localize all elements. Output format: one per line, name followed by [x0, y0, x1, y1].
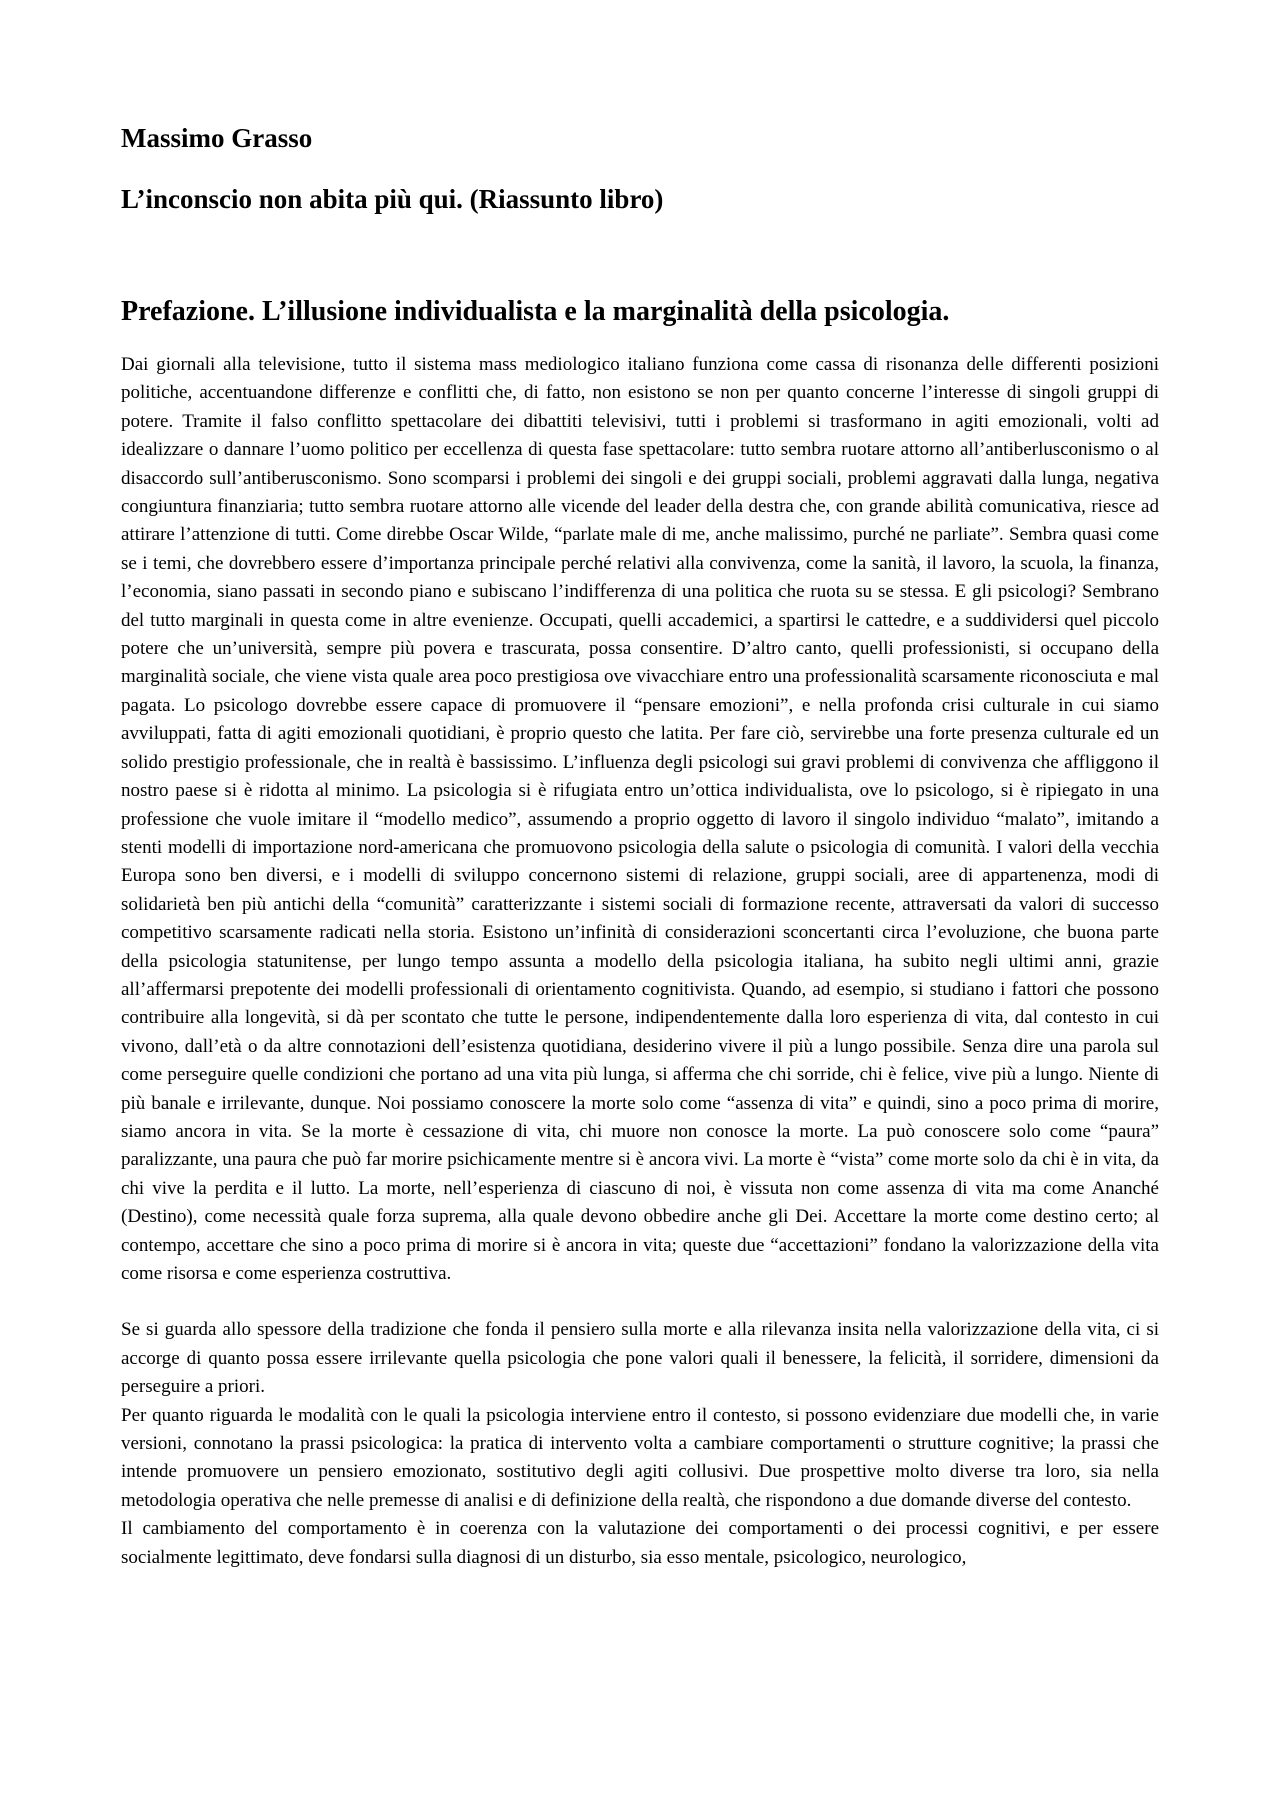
paragraph: Se si guarda allo spessore della tradizione che fonda il pensiero sulla morte e alla rilevanza insita nella valorizzazione della vita, ci si accorge di quanto possa essere irrilevante quella psicologia che pone valori quali il benessere, la felicità, il sorridere, dimensioni da perseguire a priori. [121, 1319, 1159, 1398]
body-text [121, 351, 1159, 1572]
book-title: L’inconscio non abita più qui. (Riassunto libro) [121, 184, 664, 214]
author-name: Massimo Grasso [121, 123, 313, 153]
paragraph: Il cambiamento del comportamento è in coerenza con la valutazione dei comportamenti o dei processi cognitivi, e per essere socialmente legittimato, deve fondarsi sulla diagnosi di un disturbo, sia esso mentale, psicologico, neurologico, [121, 1518, 1159, 1568]
paragraph: Dai giornali alla televisione, tutto il sistema mass mediologico italiano funziona come cassa di risonanza delle differenti posizioni politiche, accentuandone differenze e conflitti che, di fatto, non esistono se non per quanto concerne l’interesse di singoli gruppi di potere. Tramite il falso conflitto spettacolare dei dibattiti televisivi, tutti i problemi si trasformano in agiti emozionali, volti ad idealizzare o dannare l’uomo politico per eccellenza di questa fase spettacolare: tutto sembra ruotare attorno all’antiberlusconismo o al disaccordo sull’antiberusconismo. Sono scomparsi i problemi dei singoli e dei gruppi sociali, problemi aggravati dalla lunga, negativa congiuntura finanziaria; tutto sembra ruotare attorno alle vicende del leader della destra che, con grande abilità comunicativa, riesce ad attirare l’attenzione di tutti. Come direbbe Oscar Wilde, “parlate male di me, anche malissimo, purché ne parliate”. Sembra quasi come se i temi, che dovrebbero essere d’importanza principale perché relativi alla convivenza, come la sanità, il lavoro, la scuola, la finanza, l’economia, siano passati in secondo piano e subiscano l’indifferenza di una politica che ruota su se stessa. E gli psicologi? Sembrano del tutto marginali in questa come in altre evenienze. Occupati, quelli accademici, a spartirsi le cattedre, e a suddividersi quel piccolo potere che un’università, sempre più povera e trascurata, possa consentire. D’altro canto, quelli professionisti, si occupano della marginalità sociale, che viene vista quale area poco prestigiosa ove vivacchiare entro una professionalità scarsamente riconosciuta e mal pagata. Lo psicologo dovrebbe essere capace di promuovere il “pensare emozioni”, e nella profonda crisi culturale in cui siamo avviluppati, fatta di agiti emozionali quotidiani, è proprio questo che latita. Per fare ciò, servirebbe una forte presenza culturale ed un solido prestigio professionale, che in realtà è bassissimo. L’influenza degli psicologi sui gravi problemi di convivenza che affliggono il nostro paese si è ridotta al minimo. La psicologia si è rifugiata entro un’ottica individualista, ove lo psicologo, si è ripiegato in una professione che vuole imitare il “modello medico”, assumendo a proprio oggetto di lavoro il singolo individuo “malato”, imitando a stenti modelli di importazione nord-americana che promuovono psicologia della salute o psicologia di comunità. I valori della vecchia Europa sono ben diversi, e i modelli di sviluppo concernono sistemi di relazione, gruppi sociali, aree di appartenenza, modi di solidarietà ben più antichi della “comunità” caratterizzante i sistemi sociali di formazione recente, attraversati da valori di successo competitivo scarsamente radicati nella storia. Esistono un’infinità di considerazioni sconcertanti circa l’evoluzione, che buona parte della psicologia statunitense, per lungo tempo assunta a modello della psicologia italiana, ha subito negli ultimi anni, grazie all’affermarsi prepotente dei modelli professionali di orientamento cognitivista. Quando, ad esempio, si studiano i fattori che possono contribuire alla longevità, si dà per scontato che tutte le persone, indipendentemente dalla loro esperienza di vita, dal contesto in cui vivono, dall’età o da altre connotazioni dell’esistenza quotidiana, desiderino vivere il più a lungo possibile. Senza dire una parola sul come perseguire quelle condizioni che portano ad una vita più lunga, si afferma che chi sorride, chi è felice, vive più a lungo. Niente di più banale e irrilevante, dunque. Noi possiamo conoscere la morte solo come “assenza di vita” e quindi, sino a poco prima di morire, siamo ancora in vita. Se la morte è cessazione di vita, chi muore non conosce la morte. La può conoscere solo come “paura” paralizzante, una paura che può far morire psichicamente mentre si è ancora vivi. La morte è “vista” come morte solo da chi è in vita, da chi vive la perdita e il lutto. La morte, nell’esperienza di ciascuno di noi, è vissuta non come assenza di vita ma come Ananché (Destino), come necessità quale forza suprema, alla quale devono obbedire anche gli Dei. Accettare la morte come destino certo; al contempo, accettare che sino a poco prima di morire si è ancora in vita; queste due “accettazioni” fondano la valorizzazione della vita come risorsa e come esperienza costruttiva. [121, 354, 1159, 1284]
paragraph: Per quanto riguarda le modalità con le quali la psicologia interviene entro il contesto, si possono evidenziare due modelli che, in varie versioni, connotano la prassi psicologica: la pratica di intervento volta a cambiare comportamenti o strutture cognitive; la prassi che intende promuovere un pensiero emozionato, sostitutivo degli agiti collusivi. Due prospettive molto diverse tra loro, sia nella metodologia operativa che nelle premesse di analisi e di definizione della realtà, che rispondono a due domande diverse del contesto. [121, 1404, 1159, 1511]
section-heading: Prefazione. L’illusione individualista e la marginalità della psicologia. [121, 296, 950, 327]
